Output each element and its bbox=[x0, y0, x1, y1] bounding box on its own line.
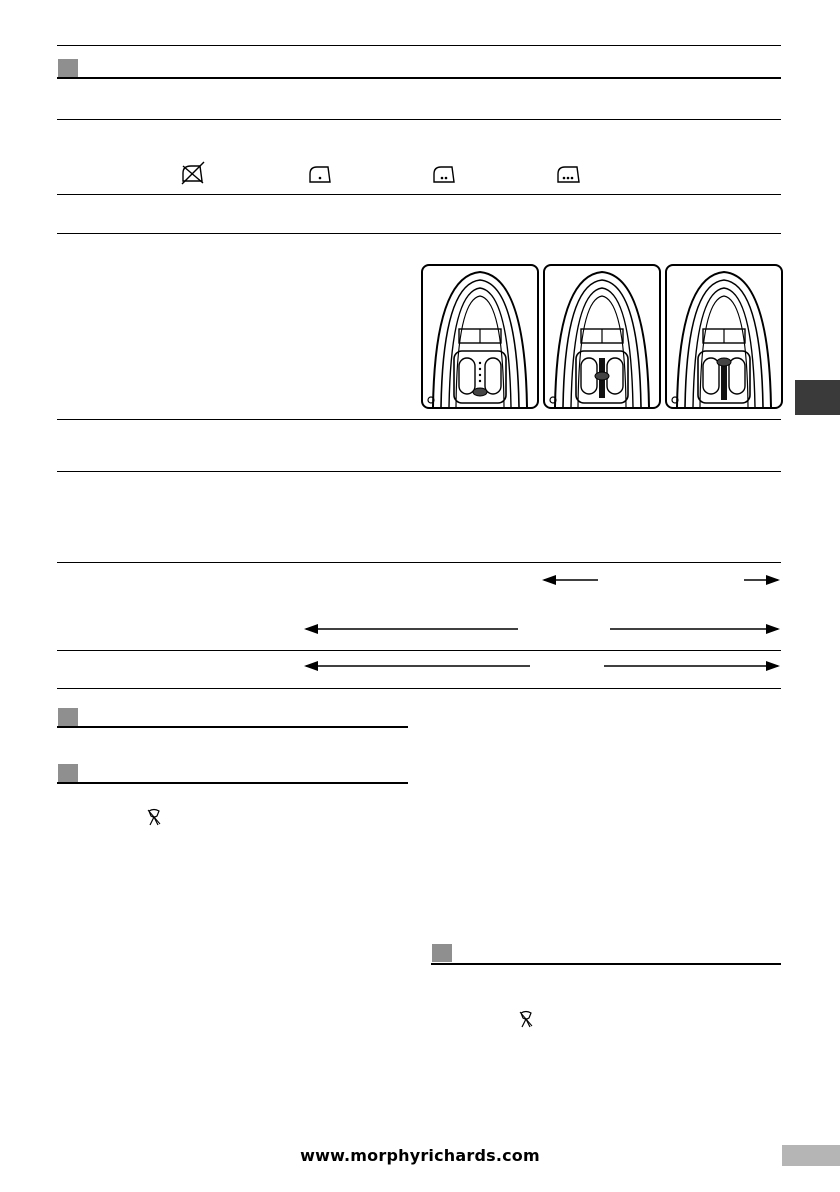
steam-setting-low bbox=[421, 264, 539, 409]
iron-three-dot-icon bbox=[556, 164, 582, 184]
anti-calc-icon bbox=[518, 1010, 534, 1028]
section-heading-rule bbox=[431, 963, 781, 965]
section-heading-rule bbox=[57, 782, 408, 784]
section-heading-rule bbox=[57, 726, 408, 728]
table-top-rule bbox=[57, 45, 781, 46]
right-arrow bbox=[604, 658, 782, 674]
anti-calc-icon bbox=[146, 808, 162, 826]
table-row-rule bbox=[57, 471, 781, 472]
left-arrow bbox=[302, 621, 520, 637]
language-side-tab bbox=[795, 380, 840, 415]
right-arrow bbox=[610, 621, 782, 637]
table-header-rule bbox=[57, 77, 781, 79]
right-arrow bbox=[744, 572, 782, 588]
section-marker bbox=[58, 708, 78, 726]
table-row-rule bbox=[57, 419, 781, 420]
left-arrow bbox=[540, 572, 600, 588]
iron-two-dot-icon bbox=[432, 164, 456, 184]
section-marker bbox=[58, 764, 78, 782]
iron-one-dot-icon bbox=[308, 164, 332, 184]
no-iron-icon bbox=[180, 160, 206, 186]
section-marker bbox=[432, 944, 452, 962]
footer-url[interactable]: www.morphyrichards.com bbox=[300, 1146, 540, 1165]
table-row-rule bbox=[57, 233, 781, 234]
page-number-tab bbox=[782, 1145, 840, 1166]
table-row-rule bbox=[57, 562, 781, 563]
table-row-rule bbox=[57, 650, 781, 651]
table-row-rule bbox=[57, 194, 781, 195]
table-bottom-rule bbox=[57, 688, 781, 689]
section-marker bbox=[58, 59, 78, 77]
table-row-rule bbox=[57, 119, 781, 120]
steam-setting-high bbox=[665, 264, 783, 409]
left-arrow bbox=[302, 658, 532, 674]
steam-setting-mid bbox=[543, 264, 661, 409]
